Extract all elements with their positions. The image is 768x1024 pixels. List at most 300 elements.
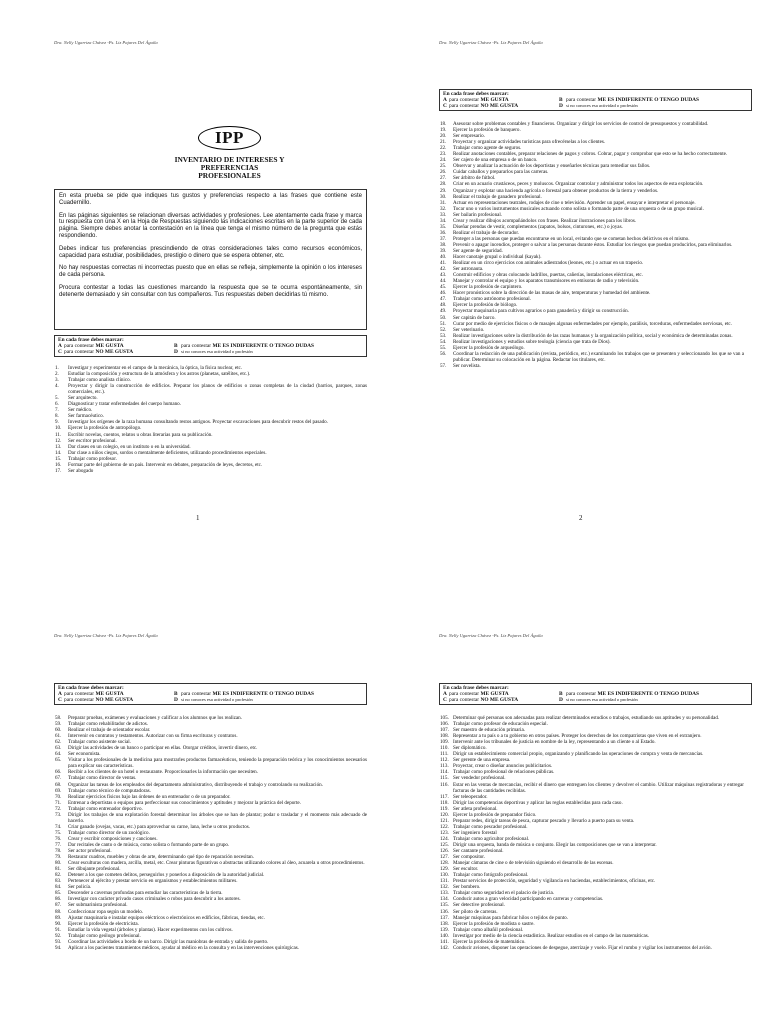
question-number: 67. <box>55 775 62 782</box>
key-b-prefix: para contestar <box>181 343 212 350</box>
question-text: Confeccionar ropa según un modelo. <box>68 908 144 915</box>
answer-key-row <box>58 349 363 355</box>
key-d: D <box>559 697 563 704</box>
question-number: 61. <box>55 733 62 740</box>
question-number: 46. <box>440 290 447 297</box>
question-number: 58. <box>55 715 62 721</box>
question-number: 26. <box>440 169 447 176</box>
question-number: 72. <box>55 805 62 812</box>
question-text: Ser ingeniero forestal <box>453 829 497 836</box>
key-c-text <box>449 697 559 703</box>
question-number: 23. <box>440 151 447 158</box>
question-number: 4. <box>55 383 59 390</box>
question-number: 106. <box>440 721 449 728</box>
question-item <box>54 945 367 951</box>
page-4 <box>439 633 755 1024</box>
question-number: 124. <box>440 835 449 842</box>
question-text: Organizar las tareas de los empleados del departamento administrativo, distribuyendo el trabajo y controlando su realización. <box>68 781 323 788</box>
question-number: 140. <box>440 932 449 939</box>
question-number: 59. <box>55 721 62 728</box>
question-text: Dar clase a niños ciegos, sordos o mentalmente deficientes, utilizando procedimientos especiales. <box>68 449 267 456</box>
question-text: Cuidar caballos y prepararlos para las carreras. <box>453 169 549 176</box>
question-number: 133. <box>440 890 449 897</box>
key-c-prefix: para contestar <box>64 349 95 356</box>
key-c-text <box>64 349 174 355</box>
question-text: Estudiar la composición y estructura de la atmósfera y los astros (planetas, satélites, etc.). <box>68 371 251 378</box>
question-number: 22. <box>440 145 447 152</box>
question-text: Dirigir las actividades de un banco o participar en ellas. Otorgar créditos, invertir dinero, etc. <box>68 745 258 752</box>
question-number: 14. <box>55 449 62 456</box>
page-number: 2 <box>579 514 583 522</box>
key-a: A <box>443 691 447 698</box>
key-b: B <box>559 691 563 698</box>
question-number: 24. <box>440 157 447 164</box>
question-number: 80. <box>55 860 62 867</box>
question-text: Trabajar como astrónomo profesional. <box>453 296 531 303</box>
question-number: 86. <box>55 896 62 903</box>
question-text: Ser veterinario. <box>453 326 485 333</box>
question-text: Intervenir en contratos y testamentos. Autorizar con su firma escrituras y contratos. <box>68 733 238 740</box>
question-number: 92. <box>55 932 62 939</box>
question-number: 63. <box>55 745 62 752</box>
question-number: 114. <box>440 769 449 776</box>
question-text: Restaurar cuadros, muebles y obras de arte, determinando qué tipo de reparación necesitan. <box>68 854 254 861</box>
question-number: 10. <box>55 425 62 432</box>
question-number: 39. <box>440 247 447 254</box>
question-number: 50. <box>440 314 447 321</box>
key-b-prefix: para contestar <box>566 97 597 104</box>
question-number: 68. <box>55 781 62 788</box>
question-text: Realizar investigaciones sobre la distribución de las razas humanas y la organización política, social y económica de determinadas zonas. <box>453 332 733 339</box>
question-number: 5. <box>55 395 59 402</box>
question-text: Dar recitales de canto o de música, como solista o formando parte de un grupo. <box>68 841 230 848</box>
question-text: Coordinar las actividades a bordo de un barco. Dirigir las maniobras de entrada y salida de puerto. <box>68 938 269 945</box>
question-text: Preparar redes, dirigir tareas de pesca, capturar pescado y llevarlo a puerto para su venta. <box>453 817 635 824</box>
question-text: Proteger a las personas que puedan encontrarse en un local, evitando que se cometan hechos delictivos en el mismo. <box>453 235 690 242</box>
question-text: Investigar por medio de la ciencia estadística. Realizar estudios en el campo de las matemáticas. <box>453 932 650 939</box>
question-text: Ser detective profesional. <box>453 902 505 909</box>
question-number: 115. <box>440 775 449 782</box>
question-text: Ser médico. <box>68 407 93 414</box>
question-number: 56. <box>440 350 447 357</box>
question-text: Conducir autos a gran velocidad participando en carreras y competencias. <box>453 896 604 903</box>
key-c-label: NO ME GUSTA <box>480 103 519 110</box>
question-number: 57. <box>440 362 447 369</box>
question-item <box>439 363 744 369</box>
question-text: Ser dibujante profesional. <box>68 866 121 873</box>
answer-key-box <box>439 683 752 705</box>
key-c-label: NO ME GUSTA <box>480 697 519 704</box>
question-text: Proyectar maquinaria para cultivos agrarios o para ganadería y dirigir su construcción. <box>453 308 629 315</box>
question-text: Trabajar como analista clínico. <box>68 377 131 384</box>
question-text: Coordinar la redacción de una publicación (revista, periódico, etc.) examinando los trabajos que se presenten y seleccionando los que se van a publicar. Determinar su colocación en la página. Redactar los titulares, etc. <box>453 350 744 363</box>
question-text: Dirigir los trabajos de una explotación forestal determinar los árboles que se han de plantar; podar o trasladar y el momento más adecuado de hacerlo. <box>68 811 367 824</box>
question-text: Trabajar como profesor de educación especial. <box>453 721 548 728</box>
question-text: Ejercer la profesión de preparador físico. <box>453 811 537 818</box>
question-number: 108. <box>440 733 449 740</box>
question-text: Trabajar como rehabilitador de adictos. <box>68 721 149 728</box>
key-a-label: ME GUSTA <box>480 691 509 698</box>
question-number: 117. <box>440 793 449 800</box>
page-header: Dra. Nelly Ugarriza Chávez -Ps. Liz Pajares Del Águila <box>439 633 543 638</box>
question-text: Ser actor profesional. <box>68 848 112 855</box>
question-number: 1. <box>55 365 59 371</box>
question-text: Dar clases en un colegio, en un instituto o en la universidad. <box>68 443 191 450</box>
question-item <box>439 945 744 951</box>
key-d: D <box>559 103 563 110</box>
question-text: Investigar y experimentar en el campo de la mecánica, la óptica, la física nuclear, etc. <box>68 365 243 371</box>
test-title-line-1: INVENTARIO DE INTERESES Y <box>174 155 285 164</box>
question-number: 66. <box>55 769 62 776</box>
question-text: Trabajar como seguridad en el palacio de justicia. <box>453 890 555 897</box>
answer-key-row <box>443 103 748 109</box>
key-b-prefix: para contestar <box>566 691 597 698</box>
key-a-label: ME GUSTA <box>480 97 509 104</box>
question-number: 127. <box>440 854 449 861</box>
question-text: Manejar cámaras de cine o de televisión siguiendo el desarrollo de las escenas. <box>453 860 614 867</box>
question-text: Aplicar a los pacientes tratamientos médicos, ayudar al médico en la consulta y en las intervenciones quirúrgicas. <box>68 944 300 951</box>
question-text: Ser compositor. <box>453 854 485 861</box>
question-number: 19. <box>440 127 447 134</box>
question-text: Ser empresario. <box>453 133 485 140</box>
question-text: Trabajar como albañil profesional. <box>453 926 524 933</box>
question-text: Prevenir o apagar incendios, proteger o salvar a las personas durante éstos. Estudiar los riesgos que puedan producirlos, para eliminarlos. <box>453 241 733 248</box>
question-number: 122. <box>440 823 449 830</box>
question-text: Realizar ejercicios físicos bajo las órdenes de un entrenador o de un preparador. <box>68 793 231 800</box>
question-text: Ajustar maquinaria e instalar equipos eléctricos o electrónicos en edificios, fábricas, tiendas, etc. <box>68 914 265 921</box>
question-text: Ser abogado <box>68 467 94 474</box>
question-text: Ser arquitecto. <box>68 395 98 402</box>
question-text: Ser piloto de carreras. <box>453 908 498 915</box>
question-number: 51. <box>440 320 447 327</box>
question-number: 28. <box>440 181 447 188</box>
question-number: 13. <box>55 443 62 450</box>
key-d-text: si no conoces esa actividad o profesión <box>566 697 638 703</box>
key-c-prefix: para contestar <box>449 103 480 110</box>
question-number: 85. <box>55 890 62 897</box>
page-number: 1 <box>196 514 200 522</box>
key-c-label: NO ME GUSTA <box>95 349 134 356</box>
question-text: Ser submarinista profesional. <box>68 902 128 909</box>
question-number: 134. <box>440 896 449 903</box>
question-text: Ejercer la profesión de carpintero. <box>453 284 523 291</box>
question-number: 32. <box>440 205 447 212</box>
key-b-prefix: para contestar <box>181 691 212 698</box>
question-number: 113. <box>440 763 449 770</box>
question-text: Trabajar como pescador profesional. <box>453 823 528 830</box>
question-number: 141. <box>440 938 449 945</box>
question-text: Realizar anotaciones contables, preparar relaciones de pagos y cobros. Cobrar, pagar y comprobar que esto se ha hecho correctamente. <box>453 151 728 158</box>
question-number: 69. <box>55 787 62 794</box>
answer-key-title: En cada frase debes marcar: <box>58 685 124 691</box>
question-text: Realizar el trabajo de orientador escolar. <box>68 727 151 734</box>
answer-key-box <box>54 683 367 705</box>
question-text: Ser economista. <box>68 751 101 758</box>
question-number: 105. <box>440 715 449 721</box>
key-c-prefix: para contestar <box>449 697 480 704</box>
question-number: 137. <box>440 914 449 921</box>
question-text: Manejar y controlar el equipo y los aparatos transmisores en emisoras de radio y televisión. <box>453 278 640 285</box>
question-text: Prestar servicios de protección, seguridad y vigilancia en haciendas, establecimientos, oficinas, etc. <box>453 878 656 885</box>
question-number: 6. <box>55 401 59 408</box>
question-number: 88. <box>55 908 62 915</box>
question-number: 129. <box>440 866 449 873</box>
instructions-intro-box <box>54 189 367 330</box>
question-number: 16. <box>55 461 62 468</box>
question-text: Visitar a los profesionales de la medicina para mostrarles productos farmacéuticos, teniendo la preparación teórica y los conocimientos necesarios para explicar sus características. <box>68 757 367 770</box>
question-number: 112. <box>440 757 449 764</box>
question-number: 90. <box>55 920 62 927</box>
question-text: Actuar en representaciones teatrales, rodajes de cine o televisión. Aprender un papel, ensayar e interpretar el personaje. <box>453 199 696 206</box>
question-item <box>439 351 744 363</box>
question-number: 123. <box>440 829 449 836</box>
key-b: B <box>174 343 178 350</box>
key-d: D <box>174 349 178 356</box>
question-number: 64. <box>55 751 62 758</box>
answer-key-box <box>54 335 367 357</box>
question-number: 40. <box>440 254 447 261</box>
question-number: 52. <box>440 326 447 333</box>
question-text: Crear esculturas con madera, arcilla, metal, etc. Crear pinturas figurativas o abstractas utilizando colores al óleo, acuarela u otros procedimientos. <box>68 860 365 867</box>
question-item <box>439 782 744 794</box>
answer-key-title: En cada frase debes marcar: <box>58 337 124 343</box>
question-text: Ser capitán de barco. <box>453 314 496 321</box>
question-list <box>54 715 367 951</box>
question-number: 37. <box>440 235 447 242</box>
question-text: Ser agente de seguridad. <box>453 247 503 254</box>
question-number: 62. <box>55 739 62 746</box>
question-text: Escribir novelas, cuentos, relatos u obras literarias para su publicación. <box>68 431 213 438</box>
key-a-label: ME GUSTA <box>95 343 124 350</box>
question-text: Organizar y explotar una hacienda agrícola o forestal para obtener productos de la tierra y venderlos. <box>453 187 659 194</box>
question-number: 138. <box>440 920 449 927</box>
page-header: Dra. Nelly Ugarriza Chávez -Ps. Liz Pajares Del Águila <box>54 40 158 45</box>
question-number: 119. <box>440 805 449 812</box>
question-text: Trabajar como geólogo profesional. <box>68 932 141 939</box>
question-number: 48. <box>440 302 447 309</box>
question-number: 12. <box>55 437 62 444</box>
question-text: Investigar los orígenes de la raza humana consultando restos antiguos. Proyectar excavaciones para descubrir restos del pasado. <box>68 419 328 426</box>
question-number: 128. <box>440 860 449 867</box>
question-number: 118. <box>440 799 449 806</box>
question-number: 42. <box>440 266 447 273</box>
question-text: Estudiar la vida vegetal (árboles y plantas). Hacer experimentos con los cultivos. <box>68 926 233 933</box>
question-number: 82. <box>55 872 62 879</box>
question-number: 110. <box>440 745 449 752</box>
question-text: Trabajar como entrenador deportivo. <box>68 805 143 812</box>
key-c-text <box>449 103 559 109</box>
question-text: Estar en las ventas de mercancías, recibir el dinero que entreguen los clientes y devolver el cambio. Utilizar máquinas registradoras y entregar facturas de las cantidades recibidas. <box>453 781 744 794</box>
question-number: 29. <box>440 187 447 194</box>
question-text: Diagnosticar y tratar enfermedades del cuerpo humano. <box>68 401 182 408</box>
question-text: Realizar investigaciones y estudios sobre teología (ciencia que trata de Dios). <box>453 338 611 345</box>
key-b-label: ME ES INDIFERENTE O TENGO DUDAS <box>212 343 315 350</box>
question-text: Construir edificios y obras colocando ladrillos, puertas, cañerías, instalaciones eléctricas, etc. <box>453 272 643 279</box>
question-text: Trabajar como profesional de relaciones públicas. <box>453 769 555 776</box>
question-text: Trabajar como director de un zoológico. <box>68 829 150 836</box>
question-text: Ser árbitro de fútbol. <box>453 175 496 182</box>
answer-key-title: En cada frase debes marcar: <box>443 91 509 97</box>
question-text: Trabajar como fotógrafo profesional. <box>453 872 529 879</box>
question-list <box>439 121 744 369</box>
question-number: 45. <box>440 284 447 291</box>
key-b: B <box>559 97 563 104</box>
key-a-prefix: para contestar <box>64 343 95 350</box>
question-number: 73. <box>55 811 62 818</box>
answer-key-box <box>439 89 752 111</box>
question-number: 87. <box>55 902 62 909</box>
question-text: Trabajar como agricultor profesional. <box>453 835 530 842</box>
ipp-logo: IPP <box>198 126 261 150</box>
question-number: 18. <box>440 121 447 127</box>
test-title-line-2: PREFERENCIAS PROFESIONALES <box>198 163 261 181</box>
key-d-text: si no conoces esa actividad o profesión <box>181 697 253 703</box>
question-text: Conducir aviones, disponer las operaciones de despegue, aterrizaje y vuelo. Fijar el rumbo y vigilar los instrumentos del avión. <box>453 944 712 951</box>
key-c-label: NO ME GUSTA <box>95 697 134 704</box>
question-text: Realizar el trabajo de ganadero profesional. <box>453 193 542 200</box>
question-text: Ejercer la profesión de electricista. <box>68 920 139 927</box>
key-a-prefix: para contestar <box>64 691 95 698</box>
question-number: 41. <box>440 260 447 267</box>
question-number: 71. <box>55 799 62 806</box>
key-b-label: ME ES INDIFERENTE O TENGO DUDAS <box>597 691 700 698</box>
question-text: Crear y realizar dibujos acompañándolos con frases. Realizar ilustraciones para los libros. <box>453 217 637 224</box>
key-a-prefix: para contestar <box>449 691 480 698</box>
question-text: Ser novelista. <box>453 362 481 369</box>
question-number: 126. <box>440 848 449 855</box>
question-text: Formar parte del gobierno de un país. Intervenir en debates, preparación de leyes, decretos, etc. <box>68 461 263 468</box>
question-number: 55. <box>440 344 447 351</box>
question-number: 9. <box>55 419 59 426</box>
key-b-label: ME ES INDIFERENTE O TENGO DUDAS <box>212 691 315 698</box>
question-number: 25. <box>440 163 447 170</box>
answer-key-title: En cada frase debes marcar: <box>443 685 509 691</box>
intro-paragraph: Debes indicar tus preferencias prescindiendo de otras consideraciones tales como recursos económicos, capacidad para estudiar, posibilidades, prestigio o dinero que se espera obtener, etc. <box>59 245 362 259</box>
intro-paragraph: Procura contestar a todas las cuestiones marcando la respuesta que se te ocurra espontáneamente, sin detenerte demasiado y sin consultar con tus compañeros. Tus respuestas deben decidirlas tú mismo. <box>59 284 362 298</box>
question-text: Ser bailarín profesional. <box>453 211 503 218</box>
question-text: Trabajar como profesor. <box>68 455 117 462</box>
question-item <box>54 757 367 769</box>
question-text: Trabajar como asistente social. <box>68 739 131 746</box>
key-c-prefix: para contestar <box>64 697 95 704</box>
question-text: Ser cantante profesional. <box>453 848 504 855</box>
question-number: 75. <box>55 829 62 836</box>
question-number: 7. <box>55 407 59 414</box>
question-text: Hacer canotaje grupal o individual (kayak). <box>453 254 542 261</box>
question-number: 54. <box>440 338 447 345</box>
question-number: 130. <box>440 872 449 879</box>
page-2 <box>439 40 755 530</box>
answer-key-row <box>443 697 748 703</box>
question-text: Ejercer la profesión de antropólogo. <box>68 425 142 432</box>
question-number: 107. <box>440 727 449 734</box>
question-text: Criar en un acuario crustáceos, peces y moluscos. Organizar controlar y administrar todos los aspectos de esta explotación. <box>453 181 704 188</box>
question-item <box>54 812 367 824</box>
question-text: Determinar qué personas son adecuadas para realizar determinados estudios o trabajos, estudiando sus aptitudes y su personalidad. <box>453 715 720 721</box>
key-a: A <box>58 691 62 698</box>
question-text: Trabajar como técnico de computadoras. <box>68 787 151 794</box>
question-number: 116. <box>440 781 449 788</box>
key-a: A <box>443 97 447 104</box>
question-text: Realizar en un circo ejercicios con animales adiestrados (leones, etc.) o actuar en un trapecio. <box>453 260 644 267</box>
question-number: 44. <box>440 278 447 285</box>
key-d: D <box>174 697 178 704</box>
question-number: 33. <box>440 211 447 218</box>
question-number: 43. <box>440 272 447 279</box>
question-text: Ser escritor profesional. <box>68 437 117 444</box>
question-text: Realizar el trabajo de decorador. <box>453 229 520 236</box>
question-number: 91. <box>55 926 62 933</box>
question-text: Entrenar a deportistas o equipos para perfeccionar sus conocimientos y aptitudes y mejorar la práctica del deporte. <box>68 799 301 806</box>
question-number: 70. <box>55 793 62 800</box>
question-text: Proyectar y organizar actividades turísticas para ofrecérselas a los clientes. <box>453 139 606 146</box>
question-text: Ser cajero de una empresa o de un banco. <box>453 157 538 164</box>
test-title-block <box>170 126 289 181</box>
question-item <box>54 468 367 474</box>
question-list <box>439 715 744 951</box>
question-text: Curar por medio de ejercicios físicos o de masajes algunas enfermedades por ejemplo, parálisis, torceduras, enfermedades nerviosas, etc. <box>453 320 732 327</box>
key-a: A <box>58 343 62 350</box>
question-text: Ser astronauta. <box>453 266 484 273</box>
question-text: Descender a cavernas profundas para estudiar las características de la tierra. <box>68 890 223 897</box>
question-number: 132. <box>440 884 449 891</box>
question-number: 65. <box>55 757 62 764</box>
question-text: Recibir a los clientes de un hotel o restaurante. Proporcionarles la información que necesiten. <box>68 769 258 776</box>
question-number: 35. <box>440 223 447 230</box>
question-number: 111. <box>440 751 449 758</box>
question-number: 30. <box>440 193 447 200</box>
question-text: Ser vendedor profesional. <box>453 775 506 782</box>
question-text: Tocar uno o varios instrumentos musicales actuando como solista o formando parte de una orquesta o de un grupo musical. <box>453 205 704 212</box>
question-text: Ser farmacéutico. <box>68 413 104 420</box>
question-text: Criar ganado (ovejas, vacas, etc.) para aprovechar su carne, lana, leche u otros productos. <box>68 823 251 830</box>
question-number: 77. <box>55 841 62 848</box>
question-text: Dirigir una orquesta, banda de música o conjunto. Elegir las composiciones que se van a interpretar. <box>453 841 657 848</box>
question-number: 142. <box>440 944 449 951</box>
question-number: 53. <box>440 332 447 339</box>
page-header: Dra. Nelly Ugarriza Chávez -Ps. Liz Pajares Del Águila <box>54 633 158 638</box>
key-c: C <box>443 103 447 110</box>
answer-key-row <box>58 697 363 703</box>
question-number: 38. <box>440 241 447 248</box>
question-number: 136. <box>440 908 449 915</box>
question-text: Proyectar, crear o diseñar anuncios publicitarios. <box>453 763 553 770</box>
question-number: 31. <box>440 199 447 206</box>
question-number: 94. <box>55 944 62 951</box>
question-number: 79. <box>55 854 62 861</box>
question-text: Intervenir ante los tribunales de justicia en nombre de la ley, representando a un cliente o al Estado. <box>453 739 656 746</box>
question-number: 109. <box>440 739 449 746</box>
question-text: Diseñar prendas de vestir, complementos (zapatos, bolsos, cinturones, etc.) o joyas. <box>453 223 623 230</box>
question-number: 84. <box>55 884 62 891</box>
page-1 <box>54 40 370 530</box>
question-text: Ejercer la profesión de biólogo. <box>453 302 518 309</box>
question-text: Ser atleta profesional. <box>453 805 498 812</box>
key-c: C <box>58 697 62 704</box>
question-text: Ejercer la profesión de modista o sastre. <box>453 920 535 927</box>
test-title <box>170 156 289 181</box>
question-number: 83. <box>55 878 62 885</box>
question-number: 47. <box>440 296 447 303</box>
question-number: 81. <box>55 866 62 873</box>
question-text: Ser gerente de una empresa. <box>453 757 511 764</box>
question-text: Ejercer la profesión de arqueólogo. <box>453 344 525 351</box>
question-number: 15. <box>55 455 62 462</box>
question-number: 131. <box>440 878 449 885</box>
page-header: Dra. Nelly Ugarriza Chávez -Ps. Liz Pajares Del Águila <box>439 40 543 45</box>
key-a-label: ME GUSTA <box>95 691 124 698</box>
question-text: Ser diplomático. <box>453 745 487 752</box>
